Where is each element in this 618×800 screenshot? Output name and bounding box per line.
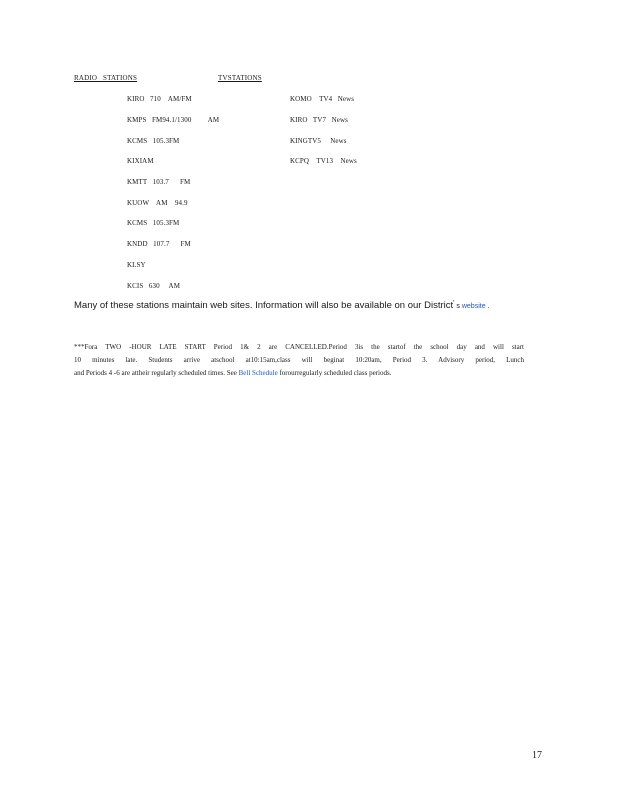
late-start-note-line: ***Fora TWO -HOUR LATE START Period 1& 2 are CANCELLED.Period 3is the startof the school day and will start	[74, 343, 524, 351]
late-start-note-text: forourregularly scheduled class periods.	[277, 369, 392, 377]
radio-stations-heading: RADIO STATIONS	[74, 74, 138, 82]
radio-station-item: KNDD 107.7 FM	[127, 240, 191, 248]
tv-station-item: KIRO TV7 News	[290, 116, 348, 124]
tv-station-item: KINGTV5 News	[290, 137, 347, 145]
late-start-note-text: and Periods 4 -6 are attheir regularly scheduled times. See	[74, 369, 239, 377]
radio-station-item: KMTT 103.7 FM	[127, 178, 191, 186]
tv-station-item: KCPQ TV13 News	[290, 157, 357, 165]
radio-station-item: KIXIAM	[127, 157, 154, 165]
bell-schedule-link[interactable]: Bell Schedule	[238, 369, 278, 377]
late-start-note-line	[74, 367, 524, 380]
radio-station-item: KMPS FM94.1/1300 AM	[127, 116, 220, 124]
radio-station-item: KCIS 630 AM	[127, 282, 181, 290]
radio-station-item: KCMS 105.3FM	[127, 137, 180, 145]
apostrophe-mark: '	[453, 300, 455, 307]
late-start-note-line: 10 minutes late. Students arrive atschool at10:15am,class will beginat 10:20am, Period 3. Advisory period, Lunch	[74, 356, 524, 364]
tv-station-item: KOMO TV4 News	[290, 95, 355, 103]
page-number: 17	[532, 750, 542, 761]
late-start-note	[74, 341, 524, 380]
district-website-link[interactable]: website	[461, 303, 486, 310]
possessive-s: s	[454, 303, 462, 310]
tv-stations-heading: TVSTATIONS	[218, 74, 262, 82]
radio-station-item: KCMS 105.3FM	[127, 219, 180, 227]
websites-info-text	[74, 300, 489, 311]
radio-station-item: KLSY	[127, 261, 146, 269]
radio-station-item: KIRO 710 AM/FM	[127, 95, 192, 103]
sentence-period: .	[485, 303, 490, 310]
radio-station-item: KUOW AM 94.9	[127, 199, 188, 207]
websites-info-sentence: Many of these stations maintain web sites. Information will also be available on our District	[74, 300, 454, 311]
